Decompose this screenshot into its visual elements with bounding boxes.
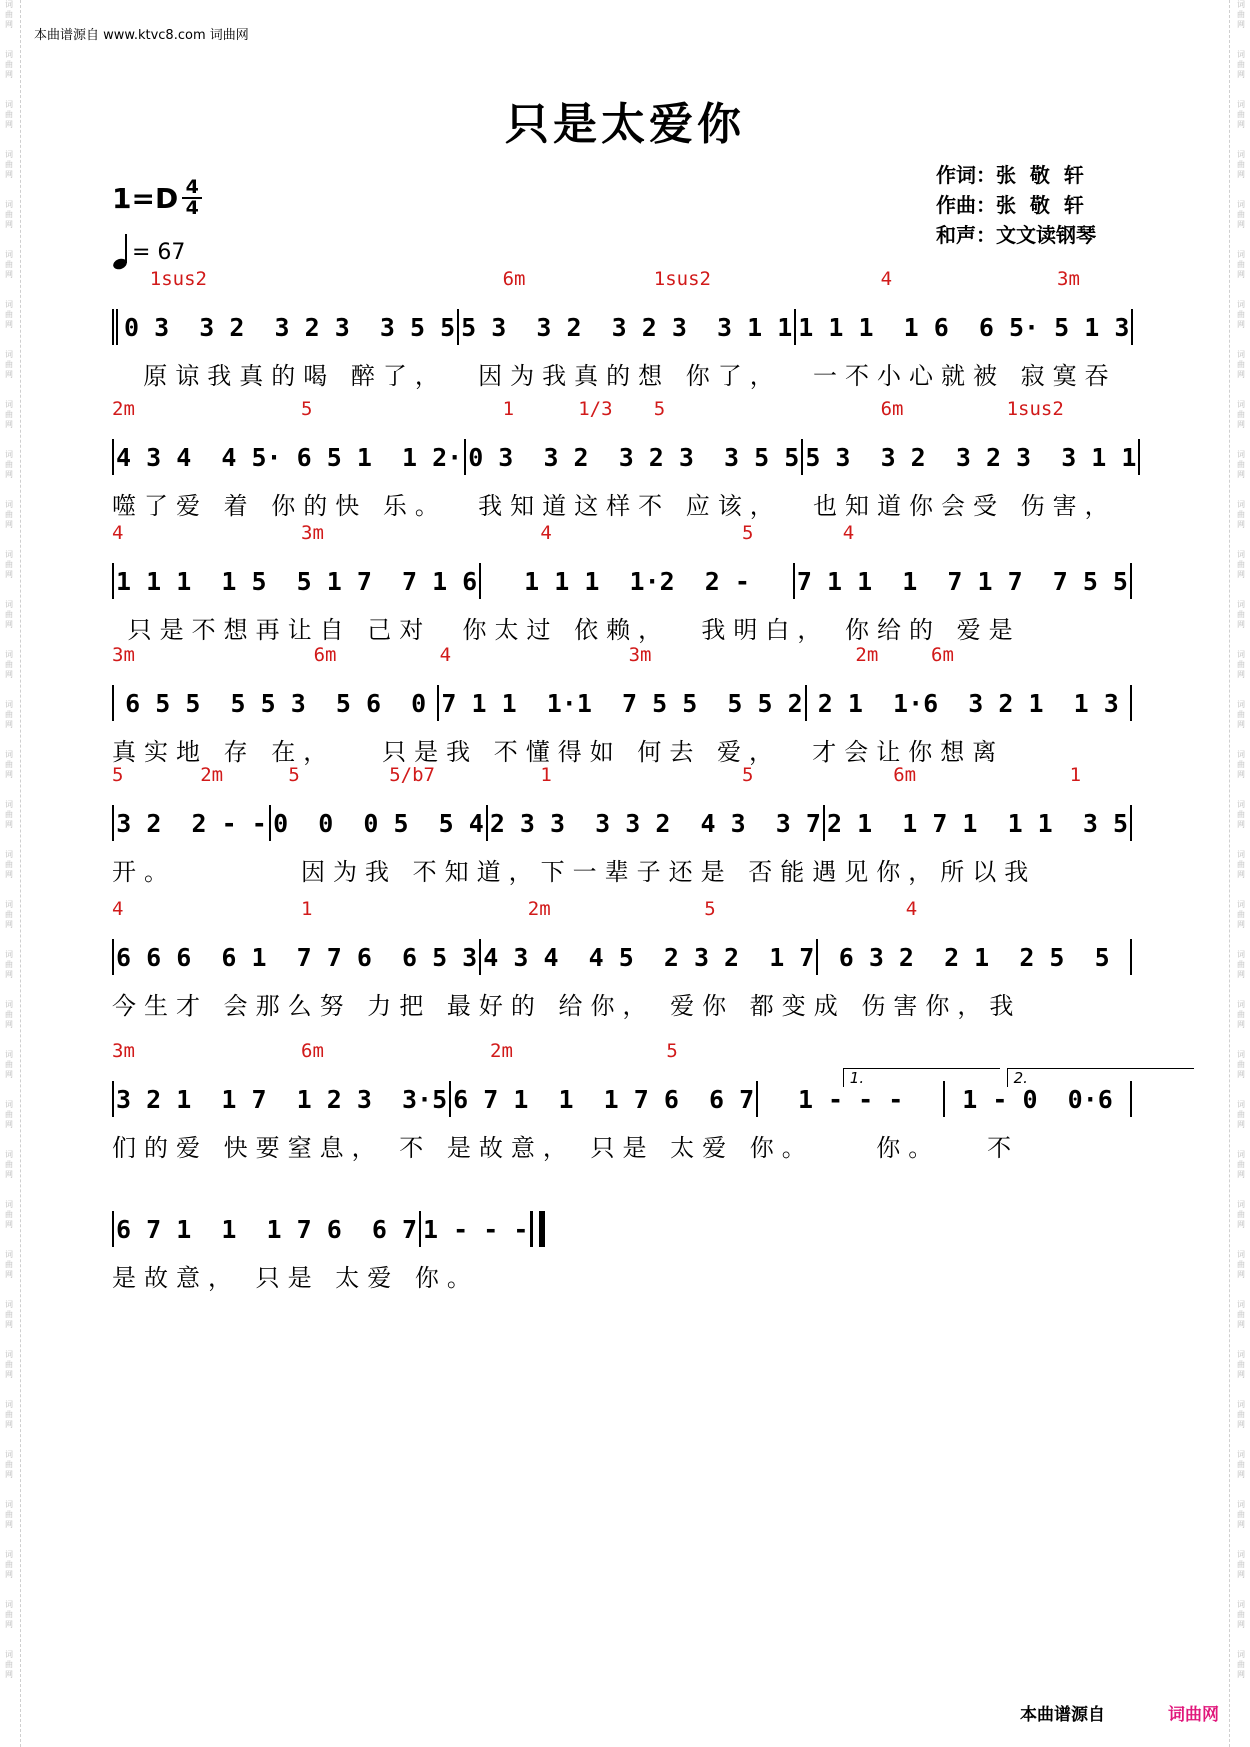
chord-symbol: 5 — [666, 1040, 678, 1062]
barline — [1130, 805, 1132, 841]
chord-symbol: 1/3 — [578, 398, 613, 420]
side-watermark-right: 词 曲 网 词 曲 网 词 曲 网 词 曲 网 词 曲 网 词 曲 网 词 曲 网 词 曲 网 词 曲 网 词 曲 网 词 曲 网 词 曲 网 词 曲 网 词 曲 网 词 曲 网 词 曲 网 词 曲 网 词 曲 网 词 曲 网 词 曲 网 词 曲 网 词 曲 网 词 曲 网 词 曲 网 词 曲 网 词 曲 网 词 曲 网 词 曲 网 词 曲 网 词 曲 网 词 曲 网 词 曲 网 词 曲 网 词 曲 网 — [1237, 0, 1245, 1679]
chord-row — [112, 522, 1132, 546]
chord-symbol: 5 — [653, 398, 666, 420]
measure: 1 - - - — [423, 1214, 529, 1244]
score-system — [112, 764, 1132, 884]
chord-symbol: 2m — [112, 398, 135, 420]
chord-symbol: 1sus2 — [653, 268, 711, 290]
chord-symbol: 5 — [288, 764, 300, 786]
source-header: 本曲谱源自 www.ktvc8.com 词曲网 — [34, 28, 249, 43]
score-system — [112, 898, 1132, 1018]
chord-symbol: 3m — [301, 522, 324, 544]
score-system — [112, 644, 1132, 764]
lyrics-line: 开。 因为我 不知道，下一辈子还是 否能遇见你，所以我 — [112, 858, 1037, 886]
lyrics-line: 噬了爱 着 你的快 乐。 我知道这样不 应该， 也知道你会受 伤害， — [112, 492, 1117, 520]
measure: 0 3 3 2 3 2 3 3 5 5 — [124, 312, 456, 342]
score-system — [112, 522, 1132, 642]
chord-symbol: 4 — [112, 522, 124, 544]
measure: 2 3 3 3 3 2 4 3 3 7 — [489, 808, 821, 838]
time-top: 4 — [185, 176, 199, 198]
measure: 5 3 3 2 3 2 3 3 1 1 — [805, 442, 1137, 472]
chord-symbol: 4 — [540, 522, 552, 544]
chord-symbol: 6m — [893, 764, 917, 786]
chord-symbol: 3m — [628, 644, 652, 666]
barline — [1130, 685, 1132, 721]
measure: 1 - 0 0·6 — [962, 1084, 1113, 1114]
tempo-value: = 67 — [132, 239, 186, 265]
chord-symbol: 2m — [527, 898, 551, 920]
measure: 6 6 6 6 1 7 7 6 6 5 3 — [116, 942, 478, 972]
chord-symbol: 5/b7 — [389, 764, 435, 786]
measure: 7 1 1 1·1 7 5 5 5 5 2 — [441, 688, 803, 718]
harmony-credit: 和声：文文读钢琴 — [936, 223, 1096, 247]
barline — [530, 1211, 545, 1247]
chord-symbol: 4 — [842, 522, 855, 544]
chord-row — [112, 1170, 1132, 1194]
side-watermark-left: 词 曲 网 词 曲 网 词 曲 网 词 曲 网 词 曲 网 词 曲 网 词 曲 网 词 曲 网 词 曲 网 词 曲 网 词 曲 网 词 曲 网 词 曲 网 词 曲 网 词 曲 网 词 曲 网 词 曲 网 词 曲 网 词 曲 网 词 曲 网 词 曲 网 词 曲 网 词 曲 网 词 曲 网 词 曲 网 词 曲 网 词 曲 网 词 曲 网 词 曲 网 词 曲 网 词 曲 网 词 曲 网 词 曲 网 词 曲 网 — [5, 0, 13, 1679]
credits — [936, 160, 1096, 250]
chord-symbol: 6m — [313, 644, 337, 666]
barline — [1138, 439, 1140, 475]
chord-symbol: 5 — [742, 764, 754, 786]
lyrics-line: 原谅我真的喝 醉了， 因为我真的想 你了， 一不小心就被 寂寞吞 — [112, 362, 1117, 390]
chord-symbol: 5 — [704, 898, 716, 920]
barline — [112, 309, 122, 345]
measure: 1 1 1 1·2 2 - — [524, 566, 750, 596]
measure: 3 2 1 1 7 1 2 3 3·5 — [116, 1084, 448, 1114]
lyrics-line: 今生才 会那么努 力把 最好的 给你， 爱你 都变成 伤害你，我 — [112, 992, 1022, 1020]
chord-symbol: 5 — [112, 764, 124, 786]
chord-symbol: 5 — [742, 522, 754, 544]
notation-row — [112, 1212, 529, 1246]
chord-row — [112, 398, 1132, 422]
volta-ending: 1. — [843, 1068, 1000, 1087]
chord-symbol: 1 — [502, 398, 515, 420]
measure: 4 3 4 4 5 2 3 2 1 7 — [483, 942, 815, 972]
chord-row — [112, 268, 1132, 292]
footer-source: 本曲谱源自 — [1020, 1705, 1105, 1725]
volta-ending: 2. — [1007, 1068, 1194, 1087]
notation-row — [112, 310, 1132, 344]
measure: 1 1 1 1 6 6 5· 5 1 3 — [798, 312, 1130, 342]
measure: 3 2 2 - - — [116, 808, 267, 838]
right-margin-line — [1229, 0, 1230, 1747]
chord-symbol: 2m — [855, 644, 879, 666]
measure: 6 7 1 1 1 7 6 6 7 — [453, 1084, 755, 1114]
lyrics-line: 只是不想再让自 己对 你太过 依赖， 我明白， 你给的 爱是 — [112, 616, 1021, 644]
measure: 4 3 4 4 5· 6 5 1 1 2· — [116, 442, 463, 472]
chord-symbol: 2m — [490, 1040, 513, 1062]
notation-row — [112, 806, 1132, 840]
chord-symbol: 6m — [931, 644, 954, 666]
chord-symbol: 3m — [112, 1040, 135, 1062]
notation-row — [112, 440, 1137, 474]
barline — [1130, 563, 1132, 599]
key-signature — [112, 178, 202, 218]
measure: 6 5 5 5 5 3 5 6 0 — [125, 688, 427, 718]
notation-row — [112, 564, 1132, 598]
composer-credit: 作曲：张 敬 轩 — [936, 193, 1084, 217]
score-system — [112, 398, 1137, 520]
chord-symbol: 5 — [301, 398, 313, 420]
chord-symbol: 3m — [112, 644, 135, 666]
notation-row — [112, 686, 1132, 720]
footer-brand: 词曲网 — [1168, 1705, 1219, 1725]
chord-symbol: 1 — [1069, 764, 1082, 786]
tempo-marking — [112, 232, 185, 272]
notation-row — [112, 940, 1132, 974]
chord-symbol: 3m — [1057, 268, 1080, 290]
chord-symbol: 1sus2 — [149, 268, 207, 290]
measure: 1 - - - — [797, 1084, 904, 1114]
score-system — [112, 1170, 1132, 1290]
measure: 6 7 1 1 1 7 6 6 7 — [116, 1214, 418, 1244]
chord-row — [112, 898, 1132, 922]
chord-symbol: 1 — [540, 764, 552, 786]
chord-symbol: 4 — [439, 644, 452, 666]
measure: 2 1 1 7 1 1 1 3 5 — [826, 808, 1128, 838]
chord-row — [112, 764, 1132, 788]
lyrics-line: 们的爱 快要窒息， 不 是故意， 只是 太爱 你。 你。 不 — [112, 1134, 1020, 1162]
chord-symbol: 4 — [905, 898, 918, 920]
chord-symbol: 1sus2 — [1006, 398, 1064, 420]
left-margin-line — [20, 0, 21, 1747]
measure: 0 0 0 5 5 4 — [273, 808, 484, 838]
time-bottom: 4 — [185, 197, 199, 219]
score-system — [112, 268, 1132, 388]
chord-row — [112, 644, 1132, 668]
quarter-note-icon — [112, 232, 132, 272]
measure: 2 1 1·6 3 2 1 1 3 — [817, 688, 1119, 718]
score-system — [112, 1040, 1132, 1160]
chord-symbol: 1 — [301, 898, 313, 920]
barline — [1130, 939, 1132, 975]
measure: 6 3 2 2 1 2 5 5 — [838, 942, 1110, 972]
lyrics-line: 是故意， 只是 太爱 你。 — [112, 1264, 479, 1292]
chord-symbol: 4 — [112, 898, 124, 920]
song-title: 只是太爱你 — [505, 99, 745, 150]
lyricist-credit: 作词：张 敬 轩 — [936, 163, 1084, 187]
chord-row — [112, 1040, 1132, 1064]
time-signature — [182, 178, 202, 218]
measure: 7 1 1 1 7 1 7 7 5 5 — [796, 566, 1128, 596]
notation-row — [112, 1082, 1132, 1116]
key-label: 1=D — [112, 181, 179, 215]
lyrics-line: 真实地 存 在， 只是我 不懂得如 何去 爱， 才会让你想离 — [112, 738, 1005, 766]
barline — [1131, 309, 1133, 345]
measure: 1 1 1 1 5 5 1 7 7 1 6 — [116, 566, 478, 596]
measure: 0 3 3 2 3 2 3 3 5 5 — [468, 442, 800, 472]
chord-symbol: 6m — [502, 268, 526, 290]
chord-symbol: 2m — [200, 764, 224, 786]
chord-symbol: 6m — [301, 1040, 324, 1062]
measure: 5 3 3 2 3 2 3 3 1 1 — [461, 312, 793, 342]
chord-symbol: 6m — [880, 398, 904, 420]
barline — [1130, 1081, 1132, 1117]
chord-symbol: 4 — [880, 268, 893, 290]
